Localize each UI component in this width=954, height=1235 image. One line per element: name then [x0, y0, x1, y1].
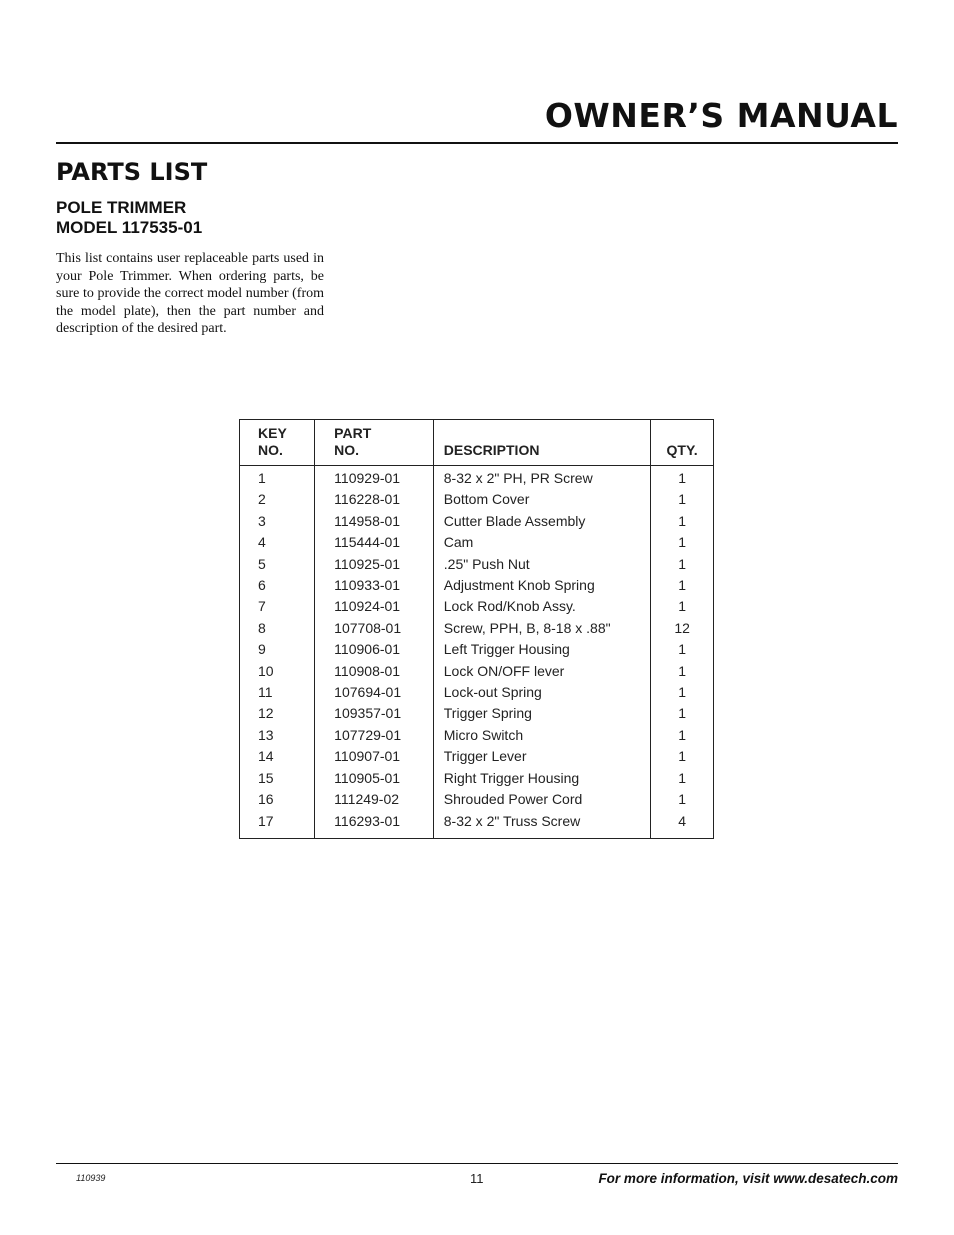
key-cell: 10	[258, 662, 274, 679]
table-header-row	[240, 420, 714, 466]
table-row	[240, 639, 714, 660]
qty-cell: 1	[651, 725, 714, 746]
table-row	[240, 661, 714, 682]
key-cell: 16	[258, 791, 274, 808]
model-number: MODEL 117535-01	[56, 218, 203, 237]
part-header-line2: NO.	[334, 442, 360, 458]
table-row	[240, 703, 714, 724]
part-number-cell: 110925-01	[315, 554, 434, 575]
part-header-line1: PART	[334, 425, 372, 441]
product-name: POLE TRIMMER	[56, 198, 187, 217]
description-cell: Shrouded Power Cord	[433, 789, 650, 810]
qty-cell: 1	[651, 575, 714, 596]
qty-cell: 1	[651, 511, 714, 532]
qty-cell: 1	[651, 489, 714, 510]
part-number-cell: 110924-01	[315, 596, 434, 617]
qty-cell: 1	[651, 596, 714, 617]
part-number-cell: 110907-01	[315, 746, 434, 767]
table-row	[240, 489, 714, 510]
key-cell: 3	[258, 512, 266, 529]
document-number: 110939	[76, 1173, 106, 1183]
description-cell: Lock-out Spring	[433, 682, 650, 703]
table-row	[240, 789, 714, 810]
part-number-cell: 116293-01	[315, 811, 434, 839]
key-header-line2: NO.	[258, 442, 283, 458]
table-row	[240, 532, 714, 553]
manual-title: OWNER’S MANUAL	[544, 96, 898, 135]
qty-cell: 1	[651, 661, 714, 682]
table-row	[240, 618, 714, 639]
table-row	[240, 811, 714, 839]
key-cell: 1	[258, 470, 266, 486]
part-number-cell: 110908-01	[315, 661, 434, 682]
part-number-cell: 107694-01	[315, 682, 434, 703]
description-cell: Trigger Lever	[433, 746, 650, 767]
section-title: PARTS LIST	[56, 158, 208, 186]
description-cell: Lock Rod/Knob Assy.	[433, 596, 650, 617]
description-cell: Screw, PPH, B, 8-18 x .88"	[433, 618, 650, 639]
part-number-cell: 107708-01	[315, 618, 434, 639]
qty-cell: 1	[651, 746, 714, 767]
key-cell: 6	[258, 577, 266, 594]
part-number-cell: 110929-01	[315, 466, 434, 490]
description-cell: Trigger Spring	[433, 703, 650, 724]
parts-table	[239, 419, 714, 839]
table-row	[240, 554, 714, 575]
part-number-cell: 111249-02	[315, 789, 434, 810]
part-number-cell: 115444-01	[315, 532, 434, 553]
qty-cell: 1	[651, 703, 714, 724]
table-row	[240, 575, 714, 596]
table-row	[240, 596, 714, 617]
qty-cell: 12	[651, 618, 714, 639]
parts-table-body	[240, 466, 714, 839]
qty-cell: 1	[651, 768, 714, 789]
part-number-cell: 110933-01	[315, 575, 434, 596]
key-cell: 13	[258, 726, 274, 743]
table-row	[240, 746, 714, 767]
qty-cell: 1	[651, 466, 714, 490]
key-cell: 14	[258, 748, 274, 765]
description-cell: Micro Switch	[433, 725, 650, 746]
key-header-line1: KEY	[258, 425, 287, 441]
key-cell: 11	[258, 684, 273, 701]
part-number-cell: 109357-01	[315, 703, 434, 724]
description-cell: 8-32 x 2" PH, PR Screw	[433, 466, 650, 490]
table-row	[240, 466, 714, 490]
key-cell: 17	[258, 812, 274, 829]
key-cell: 4	[258, 534, 266, 551]
footer-website-note: For more information, visit www.desatech.com	[598, 1171, 898, 1186]
intro-paragraph: This list contains user replaceable parts used in your Pole Trimmer. When ordering parts, be sure to provide the correct model number (from the model plate), then the part number and description of the desired part.	[56, 251, 324, 337]
table-row	[240, 511, 714, 532]
table-row	[240, 725, 714, 746]
qty-cell: 4	[651, 811, 714, 839]
key-cell: 5	[258, 555, 266, 572]
part-number-cell: 107729-01	[315, 725, 434, 746]
qty-cell: 1	[651, 532, 714, 553]
description-cell: 8-32 x 2" Truss Screw	[433, 811, 650, 839]
qty-cell: 1	[651, 789, 714, 810]
key-cell: 7	[258, 598, 266, 615]
description-cell: Bottom Cover	[433, 489, 650, 510]
part-no-header	[315, 420, 434, 466]
key-cell: 9	[258, 641, 266, 658]
product-heading	[56, 198, 202, 238]
qty-cell: 1	[651, 682, 714, 703]
key-cell: 8	[258, 619, 266, 636]
qty-header: QTY.	[651, 420, 714, 466]
description-cell: Right Trigger Housing	[433, 768, 650, 789]
part-number-cell: 110906-01	[315, 639, 434, 660]
description-cell: Adjustment Knob Spring	[433, 575, 650, 596]
table-row	[240, 768, 714, 789]
part-number-cell: 110905-01	[315, 768, 434, 789]
key-cell: 12	[258, 705, 274, 722]
key-cell: 2	[258, 491, 266, 508]
key-cell: 15	[258, 769, 274, 786]
description-cell: Cutter Blade Assembly	[433, 511, 650, 532]
description-header: DESCRIPTION	[433, 420, 650, 466]
table-row	[240, 682, 714, 703]
qty-cell: 1	[651, 554, 714, 575]
part-number-cell: 114958-01	[315, 511, 434, 532]
description-cell: .25" Push Nut	[433, 554, 650, 575]
description-cell: Lock ON/OFF lever	[433, 661, 650, 682]
page-number: 11	[470, 1171, 484, 1186]
key-no-header	[240, 420, 315, 466]
header-divider	[56, 142, 898, 144]
qty-cell: 1	[651, 639, 714, 660]
description-cell: Cam	[433, 532, 650, 553]
footer-divider	[56, 1163, 898, 1164]
description-cell: Left Trigger Housing	[433, 639, 650, 660]
part-number-cell: 116228-01	[315, 489, 434, 510]
